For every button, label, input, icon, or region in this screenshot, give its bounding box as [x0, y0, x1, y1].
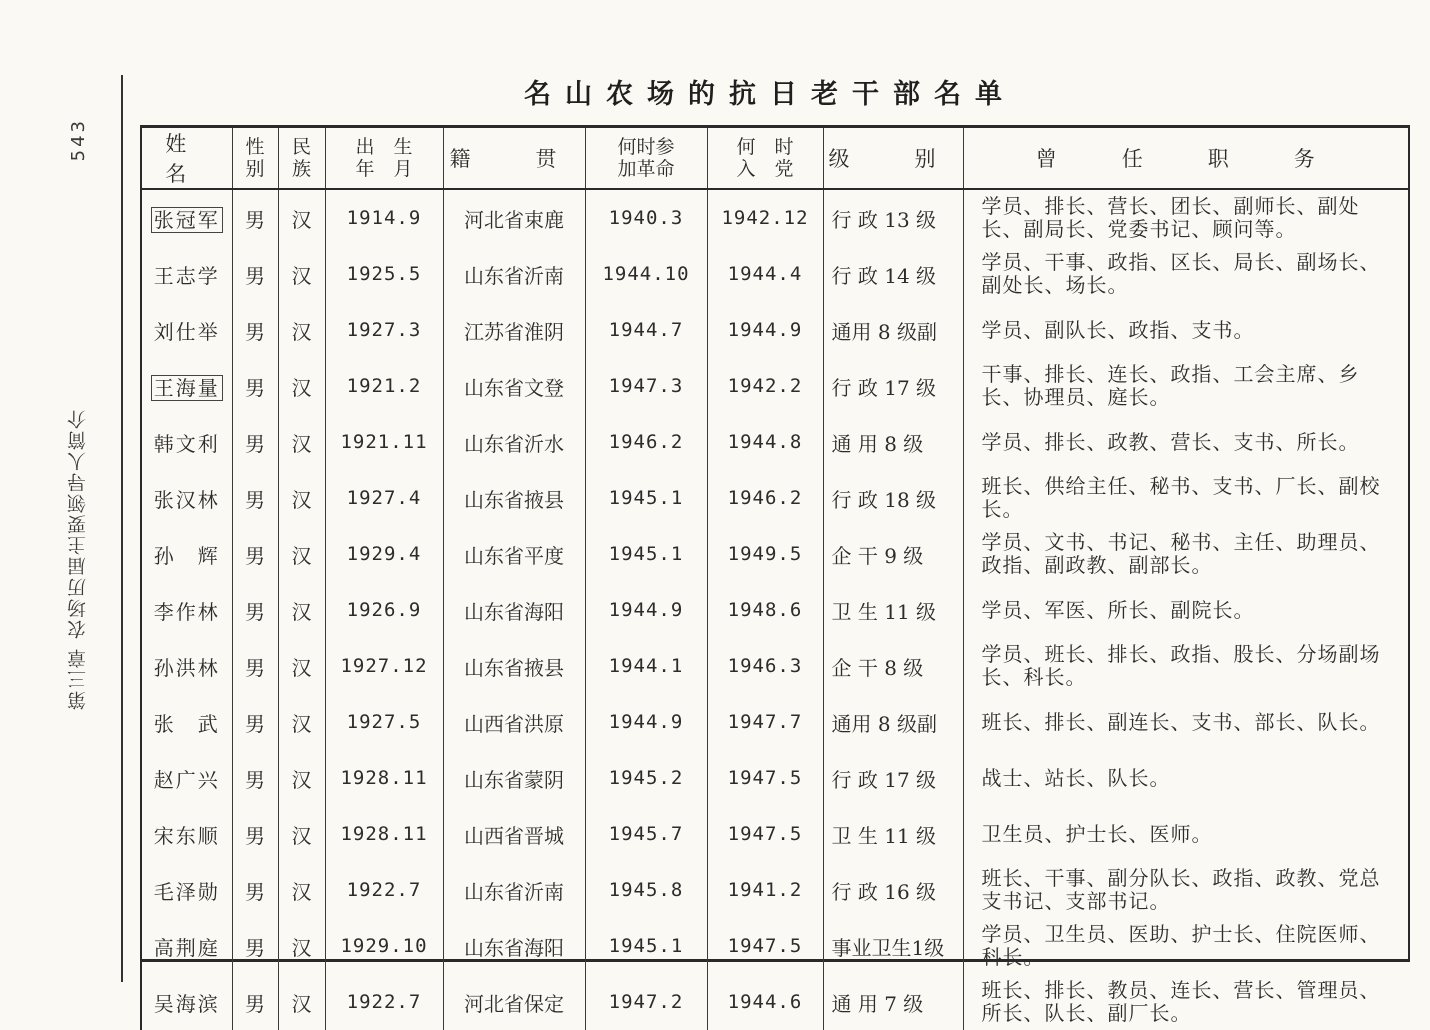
roster-table-container [140, 125, 1410, 1025]
name-cell: 张 武 [141, 694, 232, 750]
joined-revolution-cell: 1945.7 [585, 806, 707, 862]
birth-date-cell: 1927.3 [325, 302, 443, 358]
ethnicity-cell: 汉 [278, 806, 325, 862]
roster-body [141, 189, 1409, 1030]
name-cell [141, 358, 232, 414]
ethnicity-cell: 汉 [278, 526, 325, 582]
duties-cell: 学员、军医、所长、副院长。 [963, 582, 1409, 638]
sex-cell: 男 [232, 974, 278, 1030]
sex-cell: 男 [232, 246, 278, 302]
birth-date-cell: 1921.11 [325, 414, 443, 470]
origin-cell: 山西省晋城 [443, 806, 585, 862]
birth-date-cell: 1929.10 [325, 918, 443, 974]
header-line: 出 生 [355, 136, 413, 158]
joined-party-cell: 1946.3 [707, 638, 823, 694]
joined-party-cell: 1949.5 [707, 526, 823, 582]
birth-date-cell: 1925.5 [325, 246, 443, 302]
origin-cell: 山东省海阳 [443, 918, 585, 974]
ethnicity-cell: 汉 [278, 638, 325, 694]
origin-cell: 山东省沂水 [443, 414, 585, 470]
duties-cell: 学员、文书、书记、秘书、主任、助理员、政指、副政教、副部长。 [963, 526, 1409, 582]
ethnicity-cell: 汉 [278, 189, 325, 246]
duties-cell: 学员、排长、政教、营长、支书、所长。 [963, 414, 1409, 470]
table-row [141, 526, 1409, 582]
joined-revolution-cell: 1947.3 [585, 358, 707, 414]
table-row [141, 750, 1409, 806]
grade-cell: 通 用 7 级 [823, 974, 963, 1030]
origin-cell: 山东省蒙阴 [443, 750, 585, 806]
table-row [141, 189, 1409, 246]
origin-cell: 山东省海阳 [443, 582, 585, 638]
grade-cell: 通 用 8 级 [823, 414, 963, 470]
duties-cell: 学员、排长、营长、团长、副师长、副处长、副局长、党委书记、顾问等。 [963, 189, 1409, 246]
margin-rule [121, 75, 123, 982]
document-title: 名山农场的抗日老干部名单 [524, 79, 1016, 110]
grade-cell: 行 政 18 级 [823, 470, 963, 526]
joined-party-cell: 1942.12 [707, 189, 823, 246]
header-row [141, 128, 1409, 189]
header-line: 何时参 [617, 136, 675, 158]
sex-cell: 男 [232, 638, 278, 694]
joined-revolution-cell: 1945.1 [585, 918, 707, 974]
joined-revolution-cell: 1944.7 [585, 302, 707, 358]
joined-revolution-cell: 1944.10 [585, 246, 707, 302]
boxed-name: 王海量 [151, 375, 223, 401]
name-cell: 宋东顺 [141, 806, 232, 862]
joined-revolution-cell: 1947.2 [585, 974, 707, 1030]
header-ethnicity [278, 128, 325, 189]
grade-cell: 行 政 14 级 [823, 246, 963, 302]
sex-cell: 男 [232, 806, 278, 862]
ethnicity-cell: 汉 [278, 582, 325, 638]
header-duties: 曾 任 职 务 [963, 128, 1409, 189]
grade-cell: 行 政 17 级 [823, 750, 963, 806]
table-row [141, 862, 1409, 918]
joined-party-cell: 1947.7 [707, 694, 823, 750]
birth-date-cell: 1927.5 [325, 694, 443, 750]
ethnicity-cell: 汉 [278, 302, 325, 358]
name-cell: 毛泽勋 [141, 862, 232, 918]
header-line: 族 [291, 158, 311, 180]
header-origin: 籍 贯 [443, 128, 585, 189]
boxed-name: 张冠军 [151, 207, 223, 233]
table-row [141, 974, 1409, 1030]
joined-revolution-cell: 1944.1 [585, 638, 707, 694]
table-row [141, 414, 1409, 470]
grade-cell: 事业卫生1级 [823, 918, 963, 974]
table-row [141, 358, 1409, 414]
table-row [141, 806, 1409, 862]
joined-party-cell: 1942.2 [707, 358, 823, 414]
ethnicity-cell: 汉 [278, 974, 325, 1030]
table-row [141, 582, 1409, 638]
sex-cell: 男 [232, 750, 278, 806]
section-label: 农场历届主要领导人简介 [67, 407, 89, 639]
joined-party-cell: 1947.5 [707, 918, 823, 974]
name-cell: 刘仕举 [141, 302, 232, 358]
header-grade: 级 别 [823, 128, 963, 189]
sex-cell: 男 [232, 470, 278, 526]
birth-date-cell: 1922.7 [325, 862, 443, 918]
birth-date-cell: 1926.9 [325, 582, 443, 638]
name-cell: 吴海滨 [141, 974, 232, 1030]
sex-cell: 男 [232, 918, 278, 974]
grade-cell: 企 干 8 级 [823, 638, 963, 694]
grade-cell: 企 干 9 级 [823, 526, 963, 582]
sex-cell: 男 [232, 694, 278, 750]
page-number: 543 [68, 118, 89, 162]
chapter-label: 第三章 [67, 647, 89, 710]
name-cell: 李作林 [141, 582, 232, 638]
joined-revolution-cell: 1944.9 [585, 582, 707, 638]
joined-party-cell: 1941.2 [707, 862, 823, 918]
grade-cell: 通用 8 级副 [823, 302, 963, 358]
joined-revolution-cell: 1945.2 [585, 750, 707, 806]
header-line: 入 党 [736, 158, 794, 180]
table-row [141, 694, 1409, 750]
name-cell: 王志学 [141, 246, 232, 302]
ethnicity-cell: 汉 [278, 918, 325, 974]
header-line: 民 [291, 136, 311, 158]
table-row [141, 246, 1409, 302]
joined-party-cell: 1944.9 [707, 302, 823, 358]
sex-cell: 男 [232, 189, 278, 246]
joined-party-cell: 1948.6 [707, 582, 823, 638]
sex-cell: 男 [232, 414, 278, 470]
origin-cell: 山东省文登 [443, 358, 585, 414]
ethnicity-cell: 汉 [278, 246, 325, 302]
joined-party-cell: 1944.6 [707, 974, 823, 1030]
ethnicity-cell: 汉 [278, 694, 325, 750]
duties-cell: 班长、排长、教员、连长、营长、管理员、所长、队长、副厂长。 [963, 974, 1409, 1030]
origin-cell: 江苏省淮阴 [443, 302, 585, 358]
sex-cell: 男 [232, 302, 278, 358]
table-row [141, 302, 1409, 358]
header-line: 加革命 [617, 158, 675, 180]
joined-party-cell: 1947.5 [707, 806, 823, 862]
sex-cell: 男 [232, 526, 278, 582]
origin-cell: 河北省束鹿 [443, 189, 585, 246]
name-cell [141, 189, 232, 246]
joined-party-cell: 1944.8 [707, 414, 823, 470]
birth-date-cell: 1927.12 [325, 638, 443, 694]
header-joined-party [707, 128, 823, 189]
birth-date-cell: 1928.11 [325, 806, 443, 862]
header-line: 性 [245, 136, 265, 158]
sex-cell: 男 [232, 582, 278, 638]
birth-date-cell: 1922.7 [325, 974, 443, 1030]
ethnicity-cell: 汉 [278, 414, 325, 470]
joined-revolution-cell: 1946.2 [585, 414, 707, 470]
header-line: 别 [245, 158, 265, 180]
joined-revolution-cell: 1940.3 [585, 189, 707, 246]
sex-cell: 男 [232, 862, 278, 918]
joined-party-cell: 1947.5 [707, 750, 823, 806]
birth-date-cell: 1927.4 [325, 470, 443, 526]
joined-revolution-cell: 1945.1 [585, 526, 707, 582]
joined-revolution-cell: 1945.8 [585, 862, 707, 918]
birth-date-cell: 1914.9 [325, 189, 443, 246]
name-cell: 高荆庭 [141, 918, 232, 974]
header-birth [325, 128, 443, 189]
duties-cell: 学员、副队长、政指、支书。 [963, 302, 1409, 358]
joined-revolution-cell: 1945.1 [585, 470, 707, 526]
sex-cell: 男 [232, 358, 278, 414]
duties-cell: 班长、干事、副分队长、政指、政教、党总支书记、支部书记。 [963, 862, 1409, 918]
origin-cell: 山东省沂南 [443, 246, 585, 302]
name-cell: 赵广兴 [141, 750, 232, 806]
ethnicity-cell: 汉 [278, 470, 325, 526]
grade-cell: 卫 生 11 级 [823, 582, 963, 638]
origin-cell: 山东省掖县 [443, 638, 585, 694]
grade-cell: 行 政 16 级 [823, 862, 963, 918]
origin-cell: 山西省洪原 [443, 694, 585, 750]
joined-party-cell: 1946.2 [707, 470, 823, 526]
header-name: 姓 名 [141, 128, 232, 189]
header-line: 年 月 [355, 158, 413, 180]
name-cell: 孙 辉 [141, 526, 232, 582]
duties-cell: 卫生员、护士长、医师。 [963, 806, 1409, 862]
origin-cell: 山东省掖县 [443, 470, 585, 526]
birth-date-cell: 1929.4 [325, 526, 443, 582]
table-row [141, 470, 1409, 526]
grade-cell: 行 政 13 级 [823, 189, 963, 246]
origin-cell: 河北省保定 [443, 974, 585, 1030]
origin-cell: 山东省沂南 [443, 862, 585, 918]
birth-date-cell: 1921.2 [325, 358, 443, 414]
table-row [141, 918, 1409, 974]
duties-cell: 干事、排长、连长、政指、工会主席、乡长、协理员、庭长。 [963, 358, 1409, 414]
ethnicity-cell: 汉 [278, 750, 325, 806]
roster-table [140, 128, 1409, 1030]
duties-cell: 战士、站长、队长。 [963, 750, 1409, 806]
duties-cell: 学员、干事、政指、区长、局长、副场长、副处长、场长。 [963, 246, 1409, 302]
header-joined-revolution [585, 128, 707, 189]
joined-party-cell: 1944.4 [707, 246, 823, 302]
ethnicity-cell: 汉 [278, 862, 325, 918]
origin-cell: 山东省平度 [443, 526, 585, 582]
table-row [141, 638, 1409, 694]
name-cell: 张汉林 [141, 470, 232, 526]
duties-cell: 学员、卫生员、医助、护士长、住院医师、科长。 [963, 918, 1409, 974]
duties-cell: 学员、班长、排长、政指、股长、分场副场长、科长。 [963, 638, 1409, 694]
grade-cell: 行 政 17 级 [823, 358, 963, 414]
ethnicity-cell: 汉 [278, 358, 325, 414]
duties-cell: 班长、排长、副连长、支书、部长、队长。 [963, 694, 1409, 750]
joined-revolution-cell: 1944.9 [585, 694, 707, 750]
header-line: 何 时 [736, 136, 794, 158]
grade-cell: 通用 8 级副 [823, 694, 963, 750]
grade-cell: 卫 生 11 级 [823, 806, 963, 862]
name-cell: 孙洪林 [141, 638, 232, 694]
birth-date-cell: 1928.11 [325, 750, 443, 806]
duties-cell: 班长、供给主任、秘书、支书、厂长、副校长。 [963, 470, 1409, 526]
name-cell: 韩文利 [141, 414, 232, 470]
running-header [64, 350, 100, 710]
